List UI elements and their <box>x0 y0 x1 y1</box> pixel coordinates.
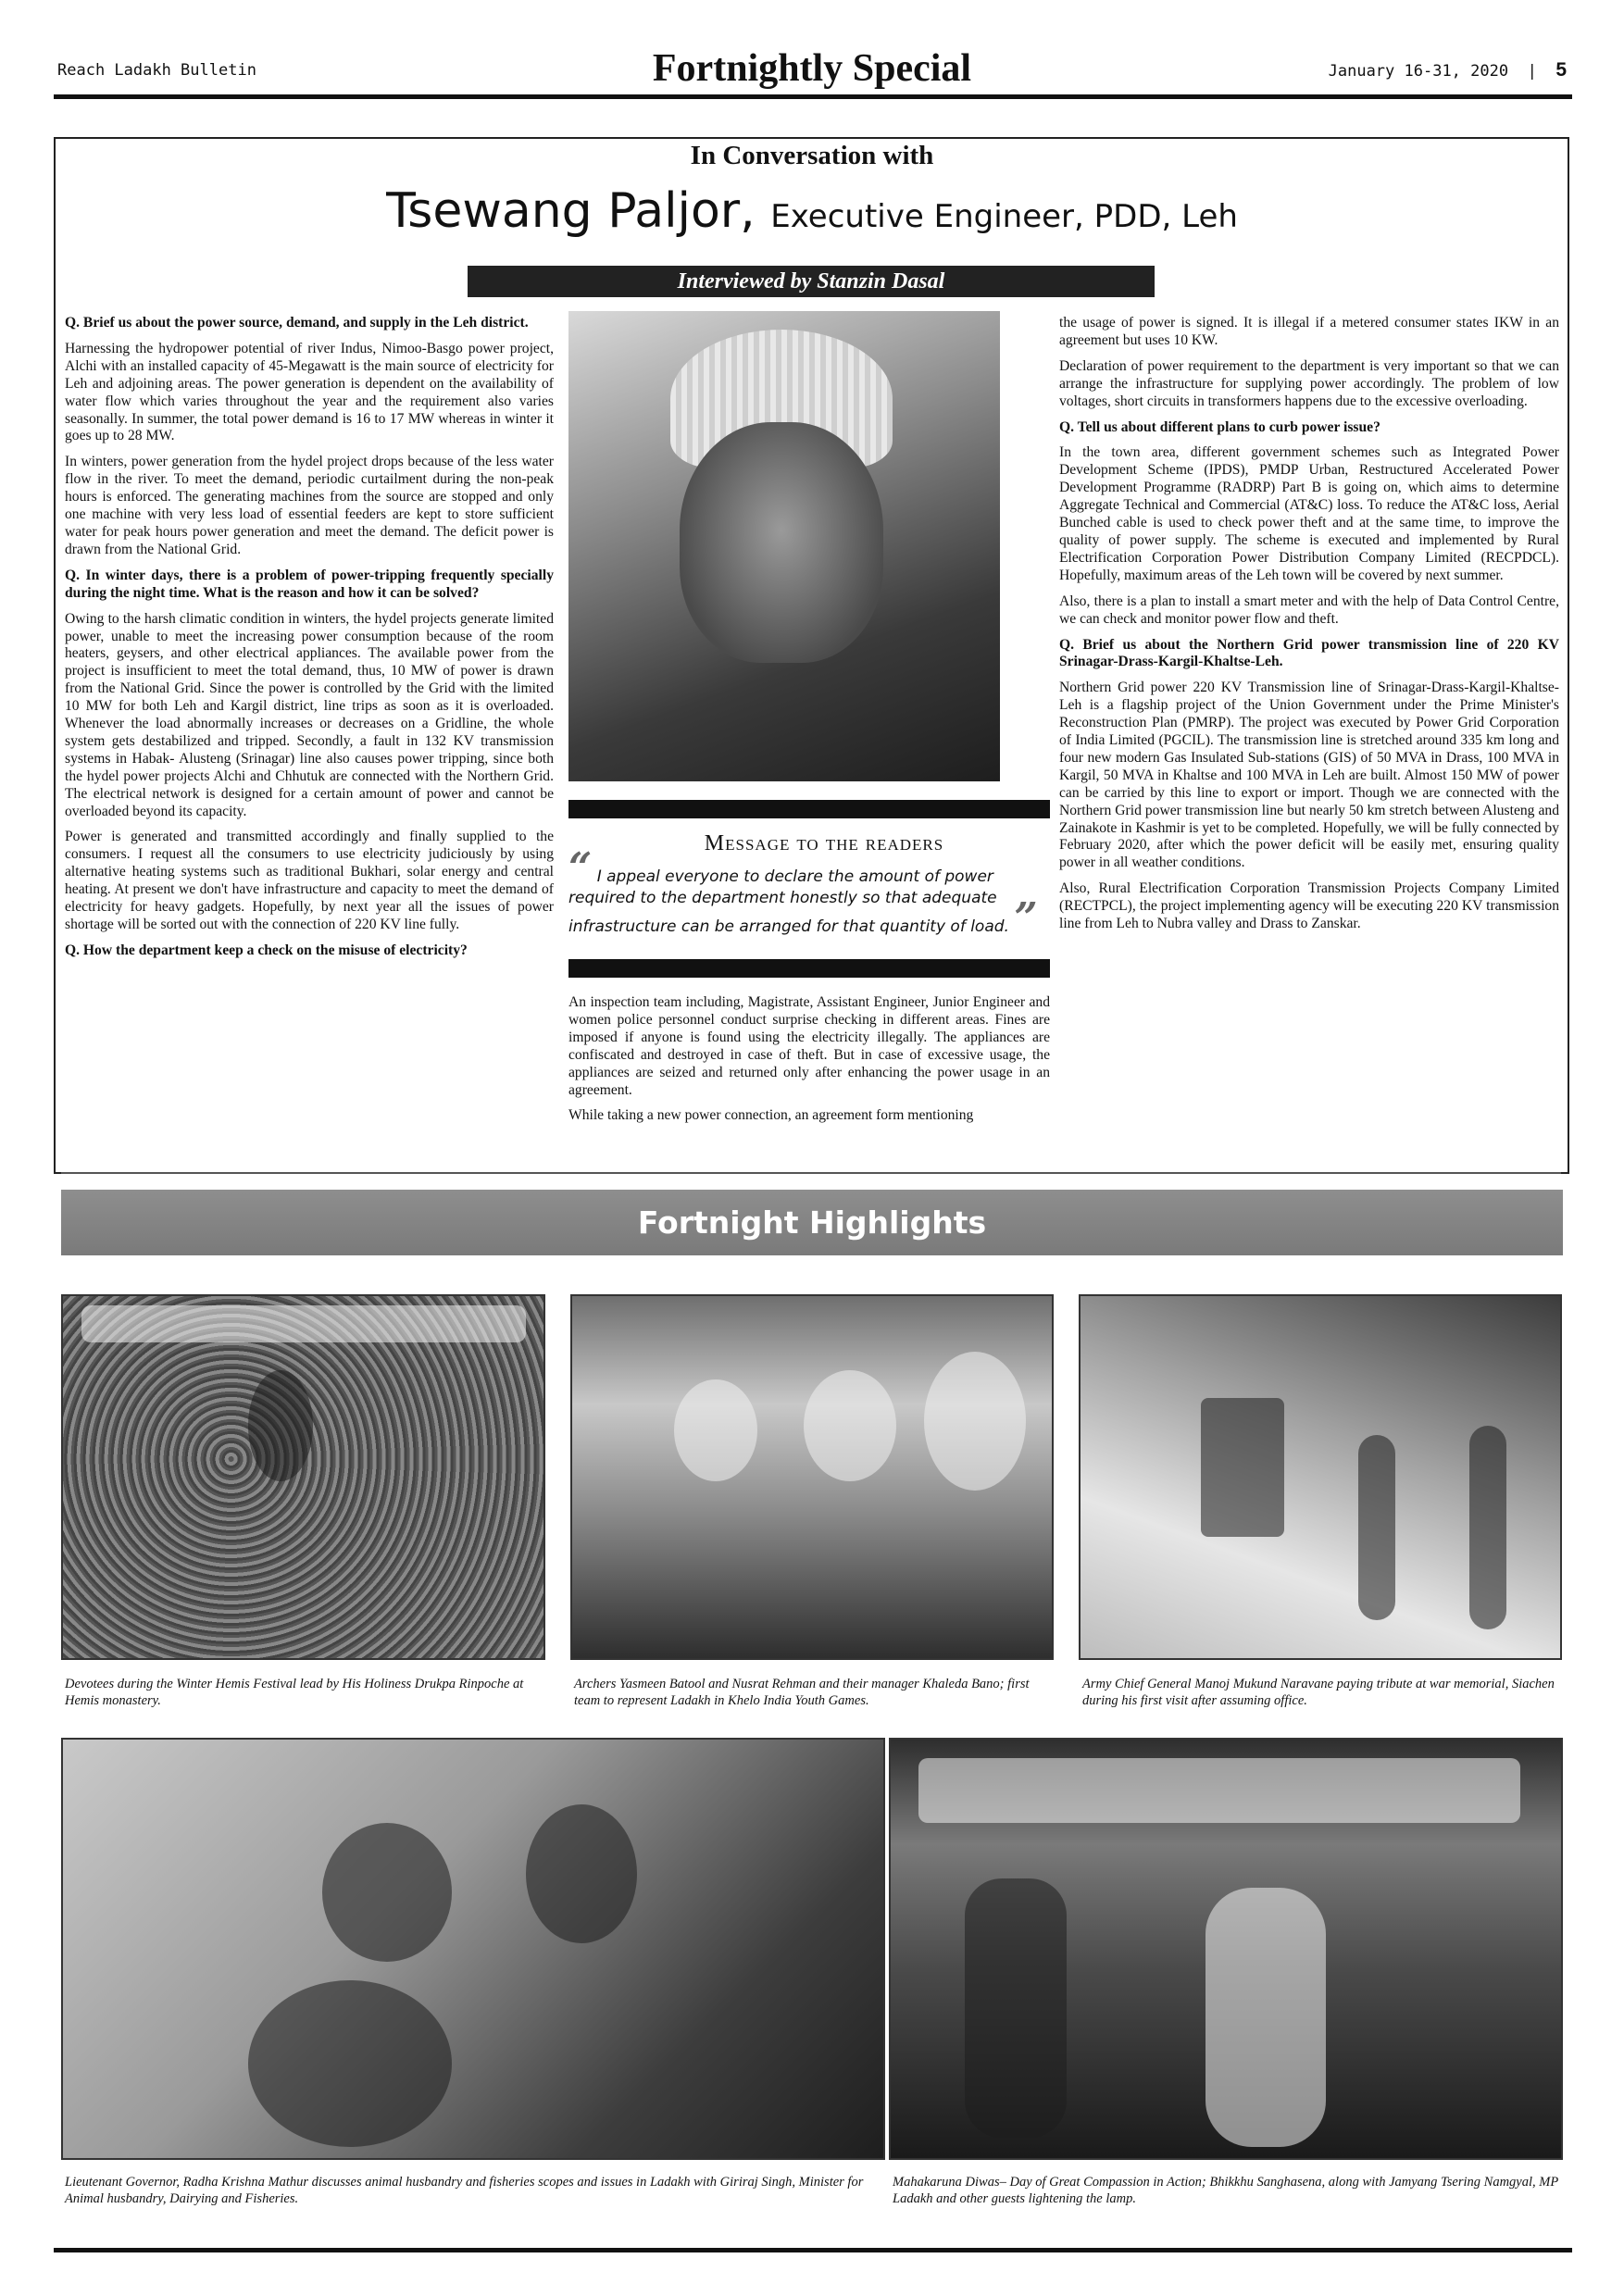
photo-lg-meeting <box>61 1738 885 2160</box>
open-quote-mark: “ <box>568 844 593 892</box>
message-bottom-bar <box>568 959 1050 978</box>
interview-left-column <box>65 315 554 968</box>
photo-archers <box>570 1294 1054 1660</box>
message-title: Message to the readers <box>704 831 944 855</box>
photo-mahakaruna-diwas <box>889 1738 1563 2160</box>
header-rule <box>54 94 1572 99</box>
interview-paragraph: While taking a new power connection, an agreement form mentioning <box>568 1107 974 1124</box>
interview-paragraph: the usage of power is signed. It is illegal if a metered consumer states IKW in an agreement but uses 10 KW. <box>1059 315 1559 348</box>
interview-kicker: In Conversation with <box>690 141 934 170</box>
footer-rule <box>54 2248 1572 2252</box>
close-quote-mark: ” <box>1014 894 1038 942</box>
header-separator: | <box>1527 62 1537 81</box>
face-shape <box>680 422 883 663</box>
interview-headline <box>0 183 1624 239</box>
interview-right-column <box>1059 315 1559 942</box>
interview-question: Q. How the department keep a check on the misuse of electricity? <box>65 942 468 958</box>
interview-byline: Interviewed by Stanzin Dasal <box>468 266 1155 297</box>
interview-paragraph: In the town area, different government schemes such as Integrated Power Development Scheme (IPDS), PMDP Urban, Restructured Accelerated Power Development Programme (RADRP) Part B is going on, which aims to determine Aggregate Technical and Commercial (AT&C) loss. To reduce the AT&C loss, Aerial Bunched cable is used to check power theft and at the same time, to improve the quality of power supply. The scheme is executed and implemented by Rural Electrification Corporation Power Distribution Company Limited (RECPDCL). Hopefully, maximum areas of the Leh town will be covered by next summer. <box>1059 444 1559 583</box>
message-quote <box>568 844 1050 942</box>
caption-mahakaruna-diwas: Mahakaruna Diwas– Day of Great Compassion in Action; Bhikkhu Sanghasena, along with Jamyang Tsering Namgyal, MP Ladakh and other guests lightening the lamp. <box>893 2175 1558 2206</box>
caption-lg-meeting: Lieutenant Governor, Radha Krishna Mathur discusses animal husbandry and fisheries scopes and issues in Ladakh with Giriraj Singh, Minister for Animal husbandry, Dairying and Fisheries. <box>65 2175 864 2206</box>
interview-paragraph: Northern Grid power 220 KV Transmission line of Srinagar-Drass-Kargil-Khaltse-Leh is a flagship project of the Union Government under the Prime Minister's Reconstruction Plan (PMRP). The project was executed by Power Grid Corporation of India Limited (PGCIL). The transmission line is stretched around 335 km long and four new modern Gas Insulated Sub-stations (GIS) of 50 MVA in Drass, 100 MVA in Kargil, 50 MVA in Khaltse and 100 MVA in Leh are built. Almost 150 MW of power can be carried by this line to export or import. Though we are connected with the Northern Grid power transmission line but nearly 50 km stretch between Alusteng and Zainakote in Kashmir is yet to be completed. Hopefully, we will be fully connected by February 2020, after which the power deficit will be easily met, ensuring quality power in all weather conditions. <box>1059 680 1559 871</box>
interview-question: Q. Brief us about the Northern Grid power transmission line of 220 KV Srinagar-Drass-Kargil-Khaltse-Leh. <box>1059 636 1559 670</box>
caption-archers: Archers Yasmeen Batool and Nusrat Rehman and their manager Khaleda Bano; first team to represent Ladakh in Khelo India Youth Games. <box>574 1677 1030 1708</box>
interview-paragraph: Power is generated and transmitted accordingly and finally supplied to the consumers. I request all the consumers to use electricity judiciously by using alternative heating systems such as traditional Bukhari, solar energy and central heating. At present we don't have infrastructure and capacity to meet the demand of electricity for heavy gadgets. Hopefully, by next year all the issues of power shortage will be sorted out with the connection of 220 KV line fully. <box>65 829 554 932</box>
photo-hemis-festival <box>61 1294 545 1660</box>
page-number: 5 <box>1555 59 1567 81</box>
interview-paragraph: An inspection team including, Magistrate, Assistant Engineer, Junior Engineer and women police personnel conduct surprise checking in different areas. Fines are imposed if anyone is found using the electricity illegally. The appliances are confiscated and destroyed in case of theft. But in case of excessive usage, the appliances are seized and returned only after enhancing the power usage in an agreement. <box>568 994 1050 1098</box>
message-text: I appeal everyone to declare the amount of power required to the department honestly so that adequate infrastructure can be arranged for that quantity of load. <box>568 867 1009 936</box>
interviewee-name: Tsewang Paljor, <box>386 183 756 239</box>
interview-paragraph: Harnessing the hydropower potential of river Indus, Nimoo-Basgo power project, Alchi with an installed capacity of 45-Megawatt is the main source of electricity for Leh and adjoining areas. The power generation is dependent on the availability of water flow which varies throughout the year and the requirement also varies seasonally. In summer, the total power demand is 16 to 17 MW whereas in winter it goes up to 28 MW. <box>65 340 554 444</box>
interview-paragraph: In winters, power generation from the hydel project drops because of the less water flow in the river. To meet the demand, periodic curtailment during the non-peak hours is enforced. The generating machines from the source are stopped and only one machine with very less load of essential feeders are kept to store sufficient water for peak hours power generation and meet the demand. The deficit power is drawn from the National Grid. <box>65 454 554 557</box>
caption-war-memorial: Army Chief General Manoj Mukund Naravane paying tribute at war memorial, Siachen during his first visit after assuming office. <box>1082 1677 1555 1708</box>
interview-question: Q. Tell us about different plans to curb power issue? <box>1059 418 1380 435</box>
interview-paragraph: Owing to the harsh climatic condition in winters, the hydel projects generate limited power, unable to meet the increasing power consumption because of the room heaters, geysers, and other electrical appliances. The available power from the project is insufficient to meet the total demand, thus, 10 MW of power is drawn from the National Grid. Since the power is controlled by the Grid with the limited 10 MW for both Leh and Kargil district, line trips as soon as it is overloaded. Whenever the load abnormally increases or decreases on a Gridline, the whole system gets destabilized and tripped. Secondly, a fault in 132 KV transmission systems in Habak- Alusteng (Srinagar) line also causes power tripping, since both the hydel power projects Alchi and Chhutuk are connected with the Northern Grid. The electrical network is designed for a certain amount of power and cannot be overloaded beyond its capacity. <box>65 610 554 819</box>
interviewee-designation: Executive Engineer, PDD, Leh <box>770 198 1238 235</box>
message-top-bar <box>568 800 1050 818</box>
section-divider <box>61 1172 1561 1174</box>
interview-question: Q. In winter days, there is a problem of power-tripping frequently specially during the night time. What is the reason and how it can be solved? <box>65 567 554 601</box>
issue-date-page <box>1329 59 1567 81</box>
issue-date: January 16-31, 2020 <box>1328 62 1509 81</box>
photo-war-memorial <box>1079 1294 1562 1660</box>
interview-paragraph: Also, there is a plan to install a smart meter and with the help of Data Control Centre, we can check and monitor power flow and theft. <box>1059 593 1559 627</box>
interview-paragraph: Declaration of power requirement to the department is very important so that we can arrange the infrastructure for supplying power accordingly. The problem of low voltages, short circuits in transformers happens due to the excessive overloading. <box>1059 357 1559 409</box>
caption-hemis-festival: Devotees during the Winter Hemis Festival lead by His Holiness Drukpa Rinpoche at Hemis monastery. <box>65 1677 524 1708</box>
section-title: Fortnightly Special <box>652 47 972 90</box>
interview-center-column <box>568 994 1050 1133</box>
publication-name: Reach Ladakh Bulletin <box>57 61 256 80</box>
highlights-banner: Fortnight Highlights <box>61 1190 1563 1255</box>
interview-question: Q. Brief us about the power source, demand, and supply in the Leh district. <box>65 315 529 331</box>
interview-paragraph: Also, Rural Electrification Corporation Transmission Projects Company Limited (RECTPCL), the project implementing agency will be executing 220 KV transmission line from Leh to Nubra valley and Drass to Zanskar. <box>1059 880 1559 932</box>
interviewee-portrait <box>568 311 1000 781</box>
